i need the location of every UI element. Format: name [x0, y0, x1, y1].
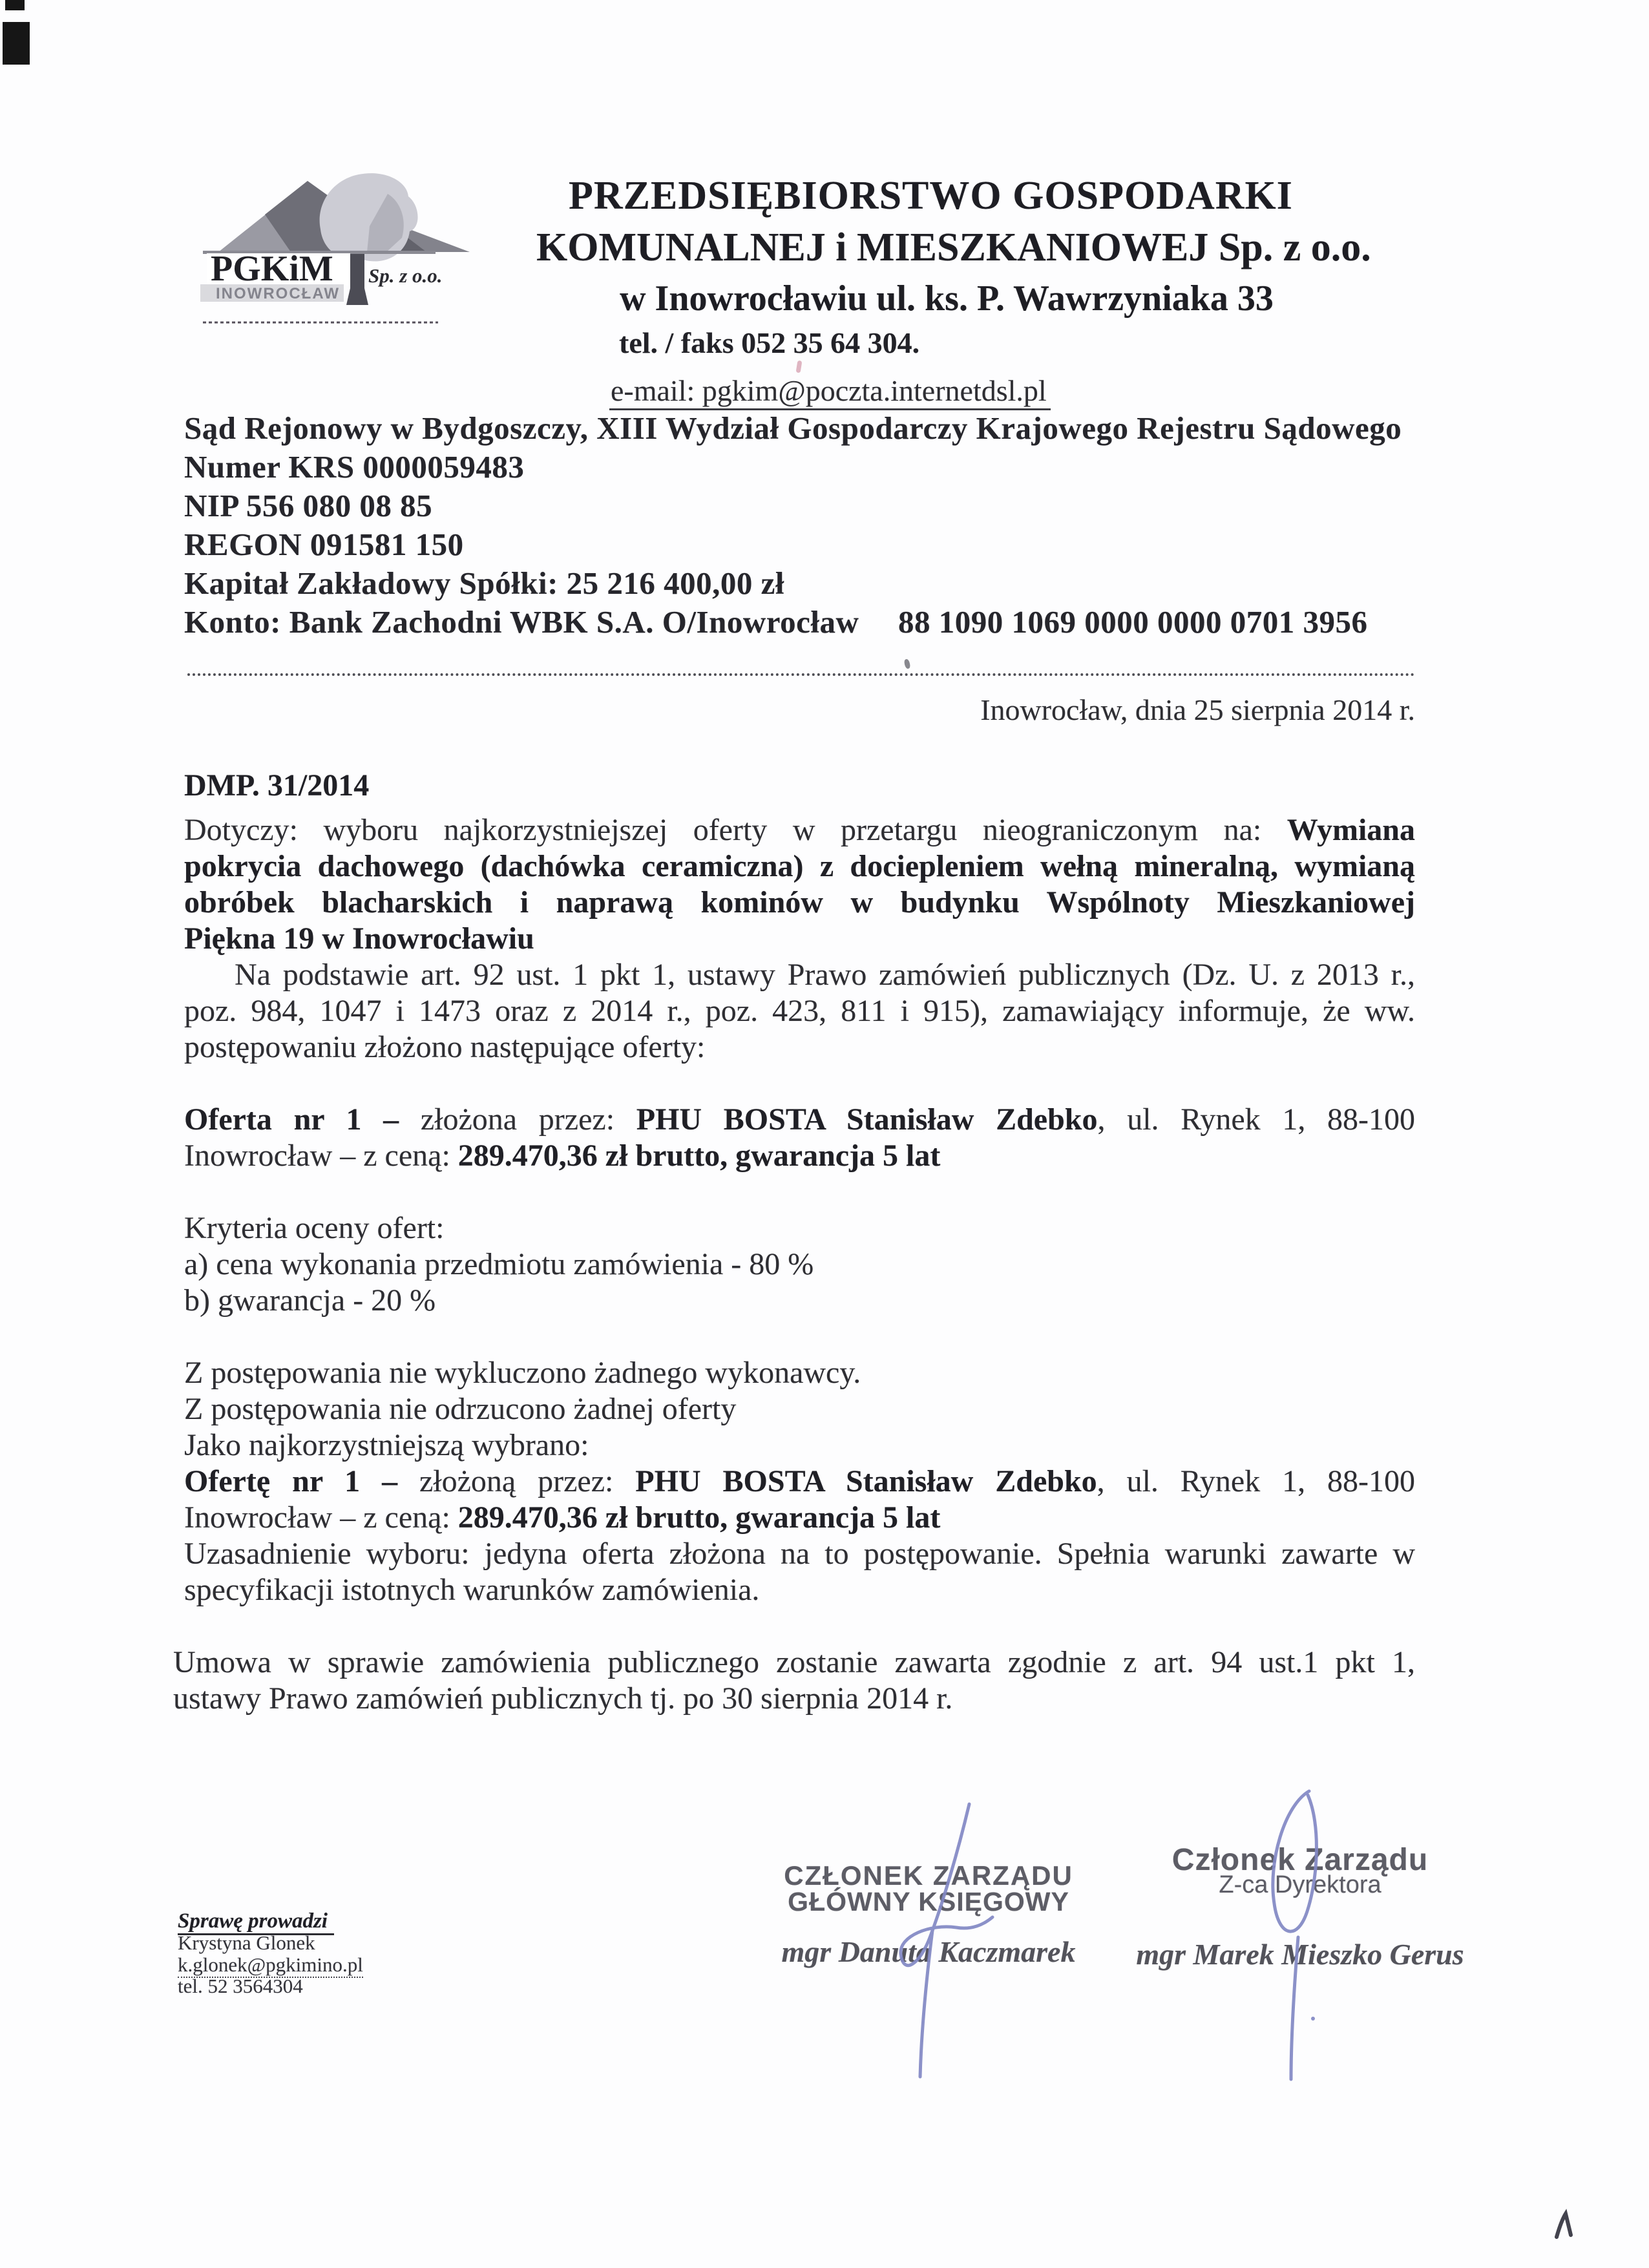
contract-line-1: Umowa w sprawie zamówienia publicznego zostanie zawarta zgodnie z art. 94 ust.1 pkt 1, [173, 1645, 1415, 1679]
criteria-a: a) cena wykonania przedmiotu zamówienia - 80 % [184, 1247, 814, 1281]
selected-offer-line-2 [184, 1500, 940, 1536]
subject-line-2: pokrycia dachowego (dachówka ceramiczna) z dociepleniem wełną mineralną, wymianą [184, 849, 1415, 883]
case-officer-phone: tel. 52 3564304 [178, 1975, 303, 1997]
criteria-b: b) gwarancja - 20 % [184, 1283, 436, 1318]
subject-line-3: obróbek blacharskich i naprawą kominów w budynku Wspólnoty Mieszkaniowej [184, 885, 1415, 919]
registry-capital: Kapitał Zakładowy Spółki: 25 216 400,00 zł [184, 565, 785, 601]
scan-speck-gray [903, 658, 910, 669]
subject-task-start: Wymiana [1287, 813, 1415, 847]
justification-line-1: Uzasadnienie wyboru: jedyna oferta złożona na to postępowanie. Spełnia warunki zawarte w [184, 1537, 1415, 1571]
contract-line-2: ustawy Prawo zamówień publicznych tj. po 30 sierpnia 2014 r. [173, 1681, 953, 1716]
selected-offer-submitted-by: złożoną przez: [397, 1464, 636, 1498]
letterhead-address: w Inowrocławiu ul. ks. P. Wawrzyniaka 33 [620, 278, 1274, 319]
legal-basis-line-3: postępowaniu złożono następujące oferty: [184, 1030, 706, 1064]
stamp-name-danuta-kaczmarek: mgr Danuta Kaczmarek [781, 1935, 1076, 1968]
case-officer-email: k.glonek@pgkimino.pl [178, 1953, 363, 1978]
case-officer-name: Krystyna Glonek [178, 1931, 315, 1954]
subject-intro: Dotyczy: wyboru najkorzystniejszej oferty w przetargu nieograniczonym na: [184, 813, 1287, 847]
letterhead-email: e-mail: pgkim@poczta.internetdsl.pl [609, 374, 1051, 410]
offer-price: 289.470,36 zł brutto, gwarancja 5 lat [457, 1139, 941, 1173]
result-selected-intro: Jako najkorzystniejszą wybrano: [184, 1428, 589, 1462]
registry-nip: NIP 556 080 08 85 [184, 488, 433, 523]
selected-offer-line-1 [184, 1464, 1415, 1500]
selected-offer-city-prefix: Inowrocław – z ceną: [184, 1500, 458, 1535]
scan-artifact-mark [3, 22, 30, 65]
offer-line-2 [184, 1139, 940, 1174]
offer-address: , ul. Rynek 1, 88-100 [1097, 1102, 1416, 1137]
scan-speck-pink [796, 361, 803, 373]
stamp-board-member-deputy-title1: Członek Zarządu [1171, 1843, 1429, 1877]
selected-offer-label: Ofertę nr 1 – [184, 1464, 398, 1498]
letterhead-phone: tel. / faks 052 35 64 304. [619, 326, 920, 359]
registry-account-label: Konto: Bank Zachodni WBK S.A. O/Inowrocław [184, 604, 859, 640]
selected-offer-price: 289.470,36 zł brutto, gwarancja 5 lat [457, 1500, 941, 1535]
company-logo [194, 155, 478, 336]
stamp-board-member-accountant-title2: GŁÓWNY KSIĘGOWY [788, 1887, 1069, 1916]
selected-offer-address: , ul. Rynek 1, 88-100 [1097, 1464, 1416, 1498]
offer-contractor: PHU BOSTA Stanisław Zdebko [636, 1102, 1098, 1137]
subject-line-1 [184, 813, 1415, 848]
scan-artifact-mark [5, 0, 25, 10]
selected-offer-contractor: PHU BOSTA Stanisław Zdebko [635, 1464, 1097, 1498]
letterhead-company-line1: PRZEDSIĘBIORSTWO GOSPODARKI [569, 174, 1293, 218]
offer-city-prefix: Inowrocław – z ceną: [184, 1139, 458, 1173]
dotted-divider [187, 673, 1415, 676]
reference-number: DMP. 31/2014 [184, 768, 370, 803]
letterhead-company-line2: KOMUNALNEJ i MIESZKANIOWEJ Sp. z o.o. [536, 226, 1371, 269]
result-no-rejection: Z postępowania nie odrzucono żadnej oferty [184, 1392, 737, 1426]
page-corner-mark [1557, 2214, 1571, 2237]
legal-basis-line-2: poz. 984, 1047 i 1473 oraz z 2014 r., poz. 423, 811 i 915), zamawiający informuje, że ww. [184, 994, 1415, 1028]
stamp-name-marek-mieszko-gerus: mgr Marek Mieszko Gerus [1136, 1938, 1464, 1971]
pen-signature-gerus [1273, 1791, 1317, 2079]
registry-court: Sąd Rejonowy w Bydgoszczy, XIII Wydział Gospodarczy Krajowego Rejestru Sądowego [184, 410, 1402, 446]
offer-submitted-by: złożona przez: [399, 1102, 636, 1137]
subject-line-4: Piękna 19 w Inowrocławiu [184, 921, 534, 956]
legal-basis-line-1: Na podstawie art. 92 ust. 1 pkt 1, ustawy Prawo zamówień publicznych (Dz. U. z 2013 r., [235, 958, 1415, 992]
stamp-board-member-deputy-title2: Z-ca Dyrektora [1219, 1871, 1381, 1898]
dateline: Inowrocław, dnia 25 sierpnia 2014 r. [980, 693, 1415, 726]
offer-line-1 [184, 1102, 1415, 1138]
criteria-title: Kryteria oceny ofert: [184, 1211, 445, 1245]
logo-acronym: PGKiM [211, 249, 333, 289]
stamp-board-member-accountant-title1: CZŁONEK ZARZĄDU [784, 1860, 1073, 1891]
result-no-exclusion: Z postępowania nie wykluczono żadnego wykonawcy. [184, 1356, 861, 1390]
registry-account-number: 88 1090 1069 0000 0000 0701 3956 [898, 604, 1368, 640]
registry-krs: Numer KRS 0000059483 [184, 449, 525, 485]
logo-suffix: Sp. z o.o. [368, 264, 443, 287]
offer-label: Oferta nr 1 – [184, 1102, 399, 1137]
case-officer-heading: Sprawę prowadzi [178, 1909, 334, 1935]
justification-line-2: specyfikacji istotnych warunków zamówienia. [184, 1573, 760, 1607]
logo-city: INOWROCŁAW [216, 285, 340, 302]
registry-regon: REGON 091581 150 [184, 527, 464, 562]
